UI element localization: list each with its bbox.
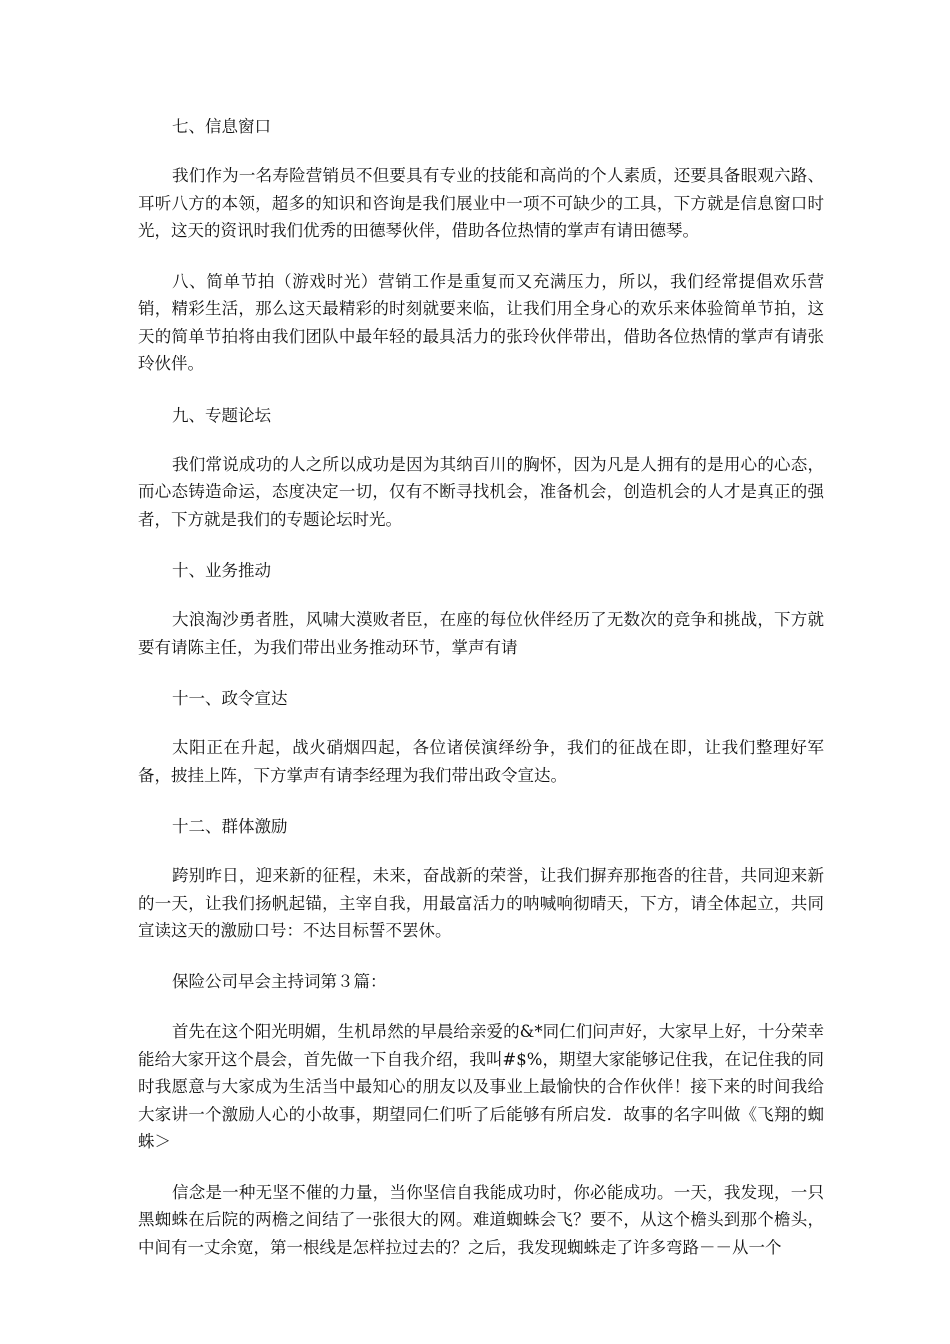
paragraph-policy: 太阳正在升起，战火硝烟四起，各位诸侯演绎纷争，我们的征战在即，让我们整理好军备，披挂上阵，下方掌声有请李经理为我们带出政令宣达。 — [138, 738, 824, 785]
section-heading-topic-forum: 九、专题论坛 — [172, 405, 271, 425]
document-page — [138, 112, 824, 1261]
section-heading-group-motivation: 十二、群体激励 — [172, 817, 288, 836]
paragraph-group-motivation: 跨别昨日，迎来新的征程，未来，奋战新的荣誉，让我们摒弃那拖沓的往昔，共同迎来新的一天，让我们扬帆起锚，主宰自我，用最富活力的呐喊响彻晴天，下方，请全体起立，共同宣读这天的激励口号：不达目标誓不罢休。 — [138, 866, 824, 940]
paragraph-part-3-title: 保险公司早会主持词第３篇： — [172, 971, 387, 991]
section-heading-info-window: 七、信息窗口 — [172, 117, 271, 136]
paragraph-simple-beat: 八、简单节拍（游戏时光）营销工作是重复而又充满压力，所以，我们经常提倡欢乐营销，精彩生活，那么这天最精彩的时刻就要来临，让我们用全身心的欢乐来体验简单节拍，这天的简单节拍将由我们团队中最年轻的最具活力的张玲伙伴带出，借助各位热情的掌声有请张玲伙伴。 — [138, 271, 824, 373]
paragraph-spider-story: 信念是一种无坚不催的力量，当你坚信自我能成功时，你必能成功。一天，我发现，一只黑蜘蛛在后院的两檐之间结了一张很大的网。难道蜘蛛会飞？要不，从这个檐头到那个檐头，中间有一丈余宽，第一根线是怎样拉过去的？之后，我发现蜘蛛走了许多弯路－－从一个 — [138, 1182, 824, 1257]
paragraph-topic-forum: 我们常说成功的人之所以成功是因为其纳百川的胸怀，因为凡是人拥有的是用心的心态，而心态铸造命运，态度决定一切，仅有不断寻找机会，准备机会，创造机会的人才是真正的强者，下方就是我们的专题论坛时光。 — [138, 454, 824, 529]
paragraph-business-push: 大浪淘沙勇者胜，风啸大漠败者臣，在座的每位伙伴经历了无数次的竞争和挑战，下方就要有请陈主任，为我们带出业务推动环节，掌声有请 — [138, 610, 824, 657]
section-heading-policy: 十一、政令宣达 — [172, 689, 288, 708]
paragraph-info-window: 我们作为一名寿险营销员不但要具有专业的技能和高尚的个人素质，还要具备眼观六路、耳听八方的本领，超多的知识和咨询是我们展业中一项不可缺少的工具，下方就是信息窗口时光，这天的资讯时我们优秀的田德琴伙伴，借助各位热情的掌声有请田德琴。 — [138, 166, 824, 240]
section-heading-business-push: 十、业务推动 — [172, 561, 271, 580]
paragraph-self-introduction: 首先在这个阳光明媚，生机昂然的早晨给亲爱的&*同仁们问声好，大家早上好，十分荣幸能给大家开这个晨会，首先做一下自我介绍，我叫#$%，期望大家能够记住我，在记住我的同时我愿意与大家成为生活当中最知心的朋友以及事业上最愉快的合作伙伴！接下来的时间我给大家讲一个激励人心的小故事，期望同仁们听了后能够有所启发．故事的名字叫做《飞翔的蜘蛛＞ — [138, 1022, 824, 1151]
